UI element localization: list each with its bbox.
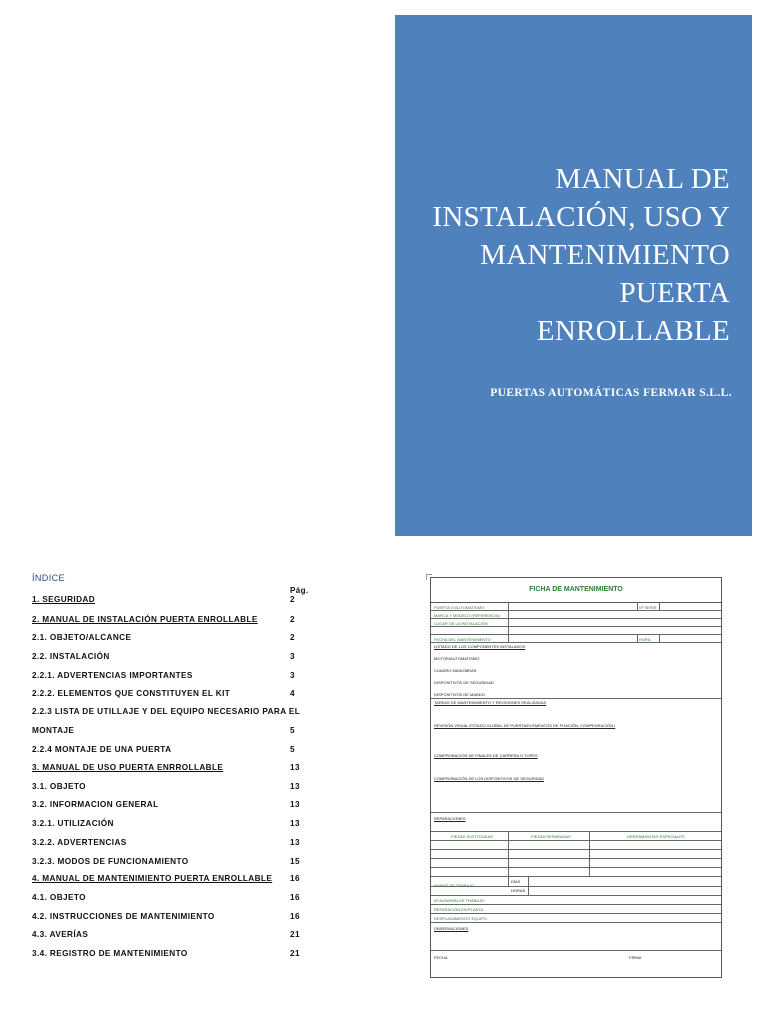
toc-item-label: 3.2. INFORMACION GENERAL (32, 800, 159, 809)
toc-item-label: 2.2.3 LISTA DE UTILLAJE Y DEL EQUIPO NECESARIO PARA EL (32, 707, 301, 716)
toc-item-label: 2.2. INSTALACIÓN (32, 652, 110, 661)
form-label: LUGAR DE LA INSTALACIÓN (434, 621, 488, 626)
cover-title-line: ENROLLABLE (536, 315, 730, 347)
form-section: TAREAS DE MANTENIMIENTO Y REVISIONES REALIZADAS (434, 700, 547, 705)
form-title: FICHA DE MANTENIMIENTO (431, 578, 721, 603)
cover-title-line: INSTALACIÓN, USO Y (432, 201, 730, 233)
form-label: MARCA Y MODELO (REFERENCIA) (434, 613, 500, 618)
form-section: LISTADO DE LOS COMPONENTES INSTALADOS (434, 644, 526, 649)
toc-item-label: MONTAJE (32, 726, 75, 735)
table-header: HERRAMIENTAS ESPECIALES (627, 834, 685, 839)
cover-title-line: PUERTA (619, 277, 730, 309)
toc-item-page: 13 (290, 819, 300, 828)
toc-item-label: 4. MANUAL DE MANTENIMIENTO PUERTA ENROLLABLE (32, 874, 273, 883)
cover-page (395, 15, 752, 536)
toc-item-page: 13 (290, 800, 300, 809)
cover-title (410, 160, 730, 350)
toc-item-page: 13 (290, 763, 300, 772)
toc-item-page: 4 (290, 689, 295, 698)
toc-item-page: 2 (290, 615, 295, 624)
toc-item-page: 16 (290, 893, 300, 902)
form-label: FECHA DEL MANTENIMIENTO (434, 637, 491, 642)
toc-item-page: 13 (290, 782, 300, 791)
toc-item-label: 4.3. AVERÍAS (32, 930, 89, 939)
form-label: HORAS (511, 888, 526, 893)
form-label: DISPOSITIVOS DE MANDO (434, 692, 485, 697)
toc-item-label: 4.2. INSTRUCCIONES DE MANTENIMIENTO (32, 912, 215, 921)
toc-item-page: 16 (290, 912, 300, 921)
form-label: Nº SERIE (639, 605, 657, 610)
toc-item-label: 2. MANUAL DE INSTALACIÓN PUERTA ENROLLABLE (32, 615, 258, 624)
cover-title-line: MANUAL DE (555, 163, 730, 195)
toc-item-page: 13 (290, 838, 300, 847)
toc-item-label: 2.1. OBJETO/ALCANCE (32, 633, 132, 642)
form-label: DÍAS (511, 879, 521, 884)
toc-item-label: 3. MANUAL DE USO PUERTA ENRROLLABLE (32, 763, 224, 772)
form-label: MOTOR/AUTOMATISMO (434, 656, 480, 661)
toc-item-page: 2 (290, 595, 295, 604)
form-label: REVISIÓN VISUAL ESTADO GLOBAL DE PUERTA/ELEMENTOS DE FIJACIÓN, COMPENSACIÓN I (434, 723, 616, 728)
form-section: OBSERVACIONES (434, 926, 469, 931)
form-label: Nº ALBARÁN DE TRABAJO (434, 898, 485, 903)
toc-item-page: 21 (290, 930, 300, 939)
form-label: COMPROBACIÓN DE FINALES DE CARRERA O TOPES (434, 753, 538, 758)
toc-item-label: 3.2.1. UTILIZACIÓN (32, 819, 114, 828)
toc-item-label: 2.2.1. ADVERTENCIAS IMPORTANTES (32, 671, 193, 680)
cover-title-line: MANTENIMIENTO (480, 239, 730, 271)
toc-item-page: 2 (290, 633, 295, 642)
form-label: PUERTA O AUTOMATISMO (434, 605, 485, 610)
toc-item-label: 2.2.2. ELEMENTOS QUE CONSTITUYEN EL KIT (32, 689, 231, 698)
form-label: DISPOSITIVOS DE SEGURIDAD (434, 680, 494, 685)
toc-item-label: 2.2.4 MONTAJE DE UNA PUERTA (32, 745, 172, 754)
form-label: HORAS DE TRABAJO (434, 883, 475, 888)
page-column-header: Pág. (290, 586, 309, 595)
table-header: PIEZAS SUSTITUIDAS (451, 834, 493, 839)
maintenance-form (430, 577, 722, 978)
table-header: PIEZAS REPARADAS (531, 834, 571, 839)
toc-item-page: 15 (290, 857, 300, 866)
toc-item-label: 4.1. OBJETO (32, 893, 86, 902)
cover-subtitle: PUERTAS AUTOMÁTICAS FERMAR S.L.L. (490, 387, 732, 399)
toc-item-page: 21 (290, 949, 300, 958)
form-label: CUADRO MANIOBRAS (434, 668, 477, 673)
toc-item-label: 1. SEGURIDAD (32, 595, 96, 604)
toc-item-label: 3.1. OBJETO (32, 782, 86, 791)
form-label: DESPLAZAMIENTO EQUIPO (434, 916, 488, 921)
toc-item-label: 3.2.3. MODOS DE FUNCIONAMIENTO (32, 857, 189, 866)
form-label: COMPROBACIÓN DE LOS DISPOSITIVOS DE SEGURIDAD (434, 776, 545, 781)
toc-item-page: 3 (290, 652, 295, 661)
index-title: ÍNDICE (32, 573, 65, 583)
form-label: FIRMA (629, 955, 642, 960)
form-label: REPARACIÓN EN PLANTA (434, 907, 484, 912)
toc-item-page: 5 (290, 726, 295, 735)
toc-item-page: 16 (290, 874, 300, 883)
form-label: HORA (639, 637, 651, 642)
toc-item-label: 3.2.2. ADVERTENCIAS (32, 838, 127, 847)
toc-item-page: 5 (290, 745, 295, 754)
toc-item-page: 3 (290, 671, 295, 680)
toc-item-label: 3.4. REGISTRO DE MANTENIMIENTO (32, 949, 188, 958)
form-section: REPARACIONES (434, 816, 466, 821)
form-label: FECHA (434, 955, 448, 960)
